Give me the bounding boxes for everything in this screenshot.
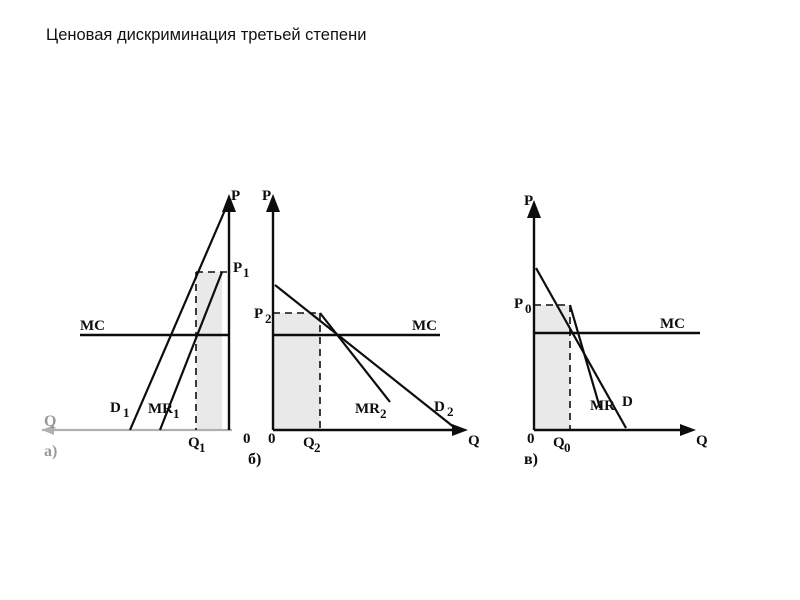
- panel-v-y-axis-label: P: [524, 193, 534, 209]
- panel-a-quantity-subscript: 1: [199, 440, 206, 455]
- panel-b-origin-label: 0: [268, 431, 276, 447]
- panel-v-shaded-area: [534, 305, 570, 430]
- panel-a-demand-label: D: [110, 400, 121, 416]
- panel-b-y-axis-label: P: [262, 188, 272, 204]
- price-discrimination-diagram: [0, 180, 800, 500]
- panel-v-mc-label: MC: [660, 316, 685, 332]
- panel-a-caption: а): [44, 443, 58, 460]
- panel-b-quantity-label: Q: [303, 435, 315, 451]
- panel-v-price-subscript: 0: [525, 301, 532, 316]
- panel-a-shaded-area: [196, 272, 222, 430]
- panel-a-price-label: P: [233, 260, 243, 276]
- panel-v-price-label: P: [514, 296, 524, 312]
- panel-b-caption: б): [248, 451, 262, 468]
- panel-v-demand-label: D: [622, 394, 633, 410]
- panel-a-mc-label: MC: [80, 318, 105, 334]
- panel-b-shaded-area: [273, 313, 320, 430]
- panel-a-x-axis-label: Q: [44, 413, 57, 430]
- panel-a-mr-subscript: 1: [173, 406, 180, 421]
- panel-v: [514, 193, 708, 468]
- panel-v-caption: в): [524, 451, 538, 468]
- panel-b-price-subscript: 2: [265, 311, 272, 326]
- panel-a-origin-label: 0: [243, 431, 251, 447]
- curve-mr: [570, 305, 600, 408]
- panel-v-x-arrow-icon: [680, 424, 696, 436]
- panel-b-mr-subscript: 2: [380, 406, 387, 421]
- panel-a-price-subscript: 1: [243, 265, 250, 280]
- panel-a-y-axis-label: P: [231, 188, 241, 204]
- panel-b-price-label: P: [254, 306, 264, 322]
- panel-a: [42, 188, 251, 460]
- panel-b-mc-label: MC: [412, 318, 437, 334]
- panel-b-demand-label: D: [434, 399, 445, 415]
- panel-a-quantity-label: Q: [188, 435, 200, 451]
- panel-b-quantity-subscript: 2: [314, 440, 321, 455]
- diagram-svg: [0, 180, 800, 500]
- page-title: Ценовая дискриминация третьей степени: [46, 26, 367, 44]
- panel-v-mr-label: MR: [590, 398, 615, 414]
- panel-v-origin-label: 0: [527, 431, 535, 447]
- panel-b-demand-subscript: 2: [447, 404, 454, 419]
- panel-v-x-axis-label: Q: [696, 433, 708, 449]
- panel-a-mr-label: MR: [148, 401, 173, 417]
- curve-mr2: [320, 313, 390, 402]
- panel-b-x-axis-label: Q: [468, 433, 480, 449]
- panel-v-quantity-subscript: 0: [564, 440, 571, 455]
- panel-b: [248, 188, 480, 468]
- panel-v-quantity-label: Q: [553, 435, 565, 451]
- panel-b-x-arrow-icon: [452, 424, 468, 436]
- panel-b-mr-label: MR: [355, 401, 380, 417]
- panel-a-demand-subscript: 1: [123, 405, 130, 420]
